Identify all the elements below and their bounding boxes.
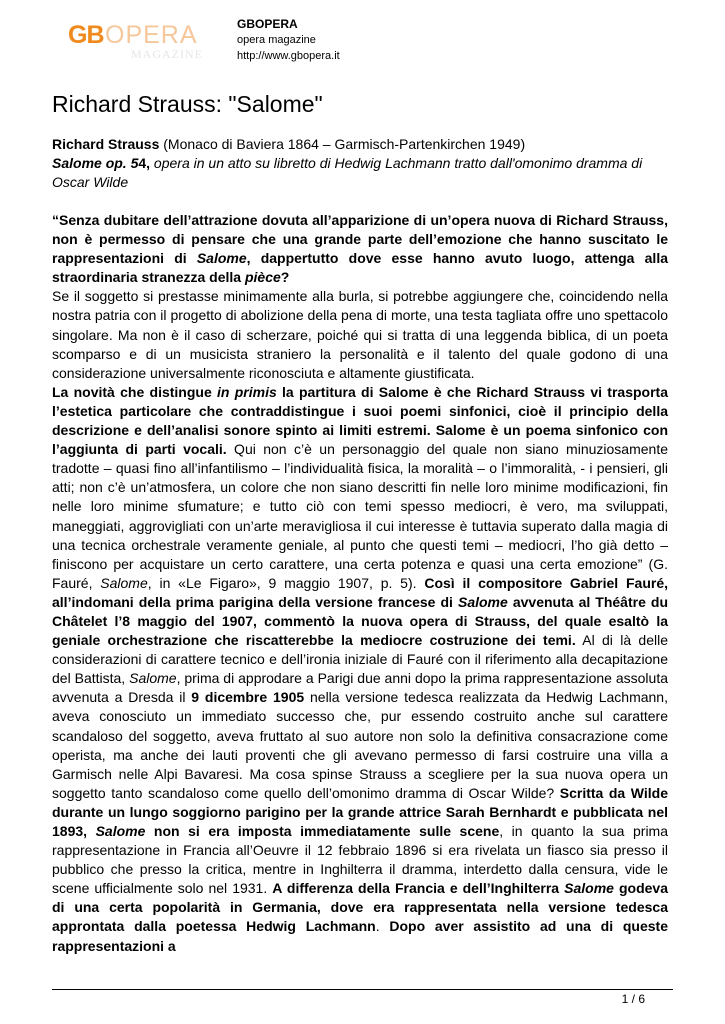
- text-run: 9 dicembre 1905: [191, 689, 305, 706]
- composer-name: Richard Strauss: [52, 136, 160, 152]
- article-body: [52, 211, 668, 956]
- text-run: nella versione tedesca realizzata da Hedwig Lachmann, aveva conosciuto un immediato successo che, pur essendo costruito anche sul carattere scandaloso del soggetto, aveva fruttato al suo autore non solo la definitiva consacrazione come operista, ma anche dei lauti proventi che gli avevano permesso di farsi costruire una villa a Garmisch nelle Alpi Bavaresi. Ma cosa spinse Strauss a scegliere per la sua nuova opera un soggetto tanto scandaloso come quello dell’omonimo dramma di Oscar Wilde?: [52, 689, 668, 801]
- logo-gb-text: GB: [68, 21, 104, 49]
- text-run: pièce: [244, 269, 281, 286]
- text-run: ?: [280, 269, 290, 286]
- work-title-suffix: 4,: [138, 155, 151, 171]
- site-url[interactable]: http://www.gbopera.it: [237, 50, 340, 62]
- text-run: , in «Le Figaro», 9 maggio 1907, p. 5).: [147, 574, 425, 591]
- site-tagline: opera magazine: [237, 34, 316, 46]
- text-run: “Senza dubitare dell’attrazione dovuta all’apparizione di un’opera nuova di Richard Strauss, non è permesso di pensare che una grande parte dell’emozione che hanno suscitato le rappresentazioni di: [52, 212, 668, 267]
- text-run: la partitura di Salome è che Richard Strauss vi trasporta l’estetica particolare che contraddistingue i suoi poemi sinfonici, cioè il principio della descrizione e dell’analisi sonore spinto ai limiti estremi. Salome è un poema sinfonico con l’aggiunta di parti vocali.: [52, 383, 668, 458]
- text-run: A differenza della Francia e dell’Inghilterra: [272, 880, 565, 897]
- text-run: Al di là delle considerazioni di carattere tecnico e dell’ironia iniziale di Fauré con il riferimento alla decapitazione del Battista,: [52, 632, 668, 687]
- text-run: non si era imposta immediatamente sulle scene: [145, 823, 500, 839]
- text-run: Salome: [100, 574, 148, 591]
- text-run: Salome: [564, 880, 614, 897]
- article-title: Richard Strauss: "Salome": [52, 91, 323, 117]
- text-run: in primis: [217, 383, 277, 400]
- gbopera-logo: [68, 22, 208, 62]
- text-run: , in quanto la sua prima rappresentazione in Francia all’Oeuvre il 12 febbraio 1896 si era rivelata un fiasco sia presso il pubblico che presso la critica, mentre in Inghilterra il dramma, interdetto dalla censura, vide le scene ufficialmente solo nel 1931.: [52, 823, 669, 897]
- site-name: GBOPERA: [237, 17, 298, 31]
- composer-line: [52, 135, 674, 154]
- page-header: [0, 0, 725, 70]
- text-run: , prima di approdare a Parigi due anni dopo la prima rappresentazione assoluta avvenuta a Dresda il: [52, 670, 668, 706]
- text-run: Se il soggetto si prestasse minimamente alla burla, si potrebbe aggiungere che, coincidendo nella nostra patria con il progetto di abolizione della pena di morte, una testa tagliata offre uno spettacolo singolare. Ma non è il caso di scherzare, poiché qui si tratta di una leggenda biblica, di un poeta scomparso e di un musicista straniero la personalità e il talento del quale godono di una considerazione universalmente riconosciuta e altamente giustificata.: [52, 288, 668, 381]
- text-run: Qui non c’è un personaggio del quale non siano minuziosamente tradotte – quasi fino all’infantilismo – l’individualità fisica, la moralità – o l’immoralità, - i pensieri, gli atti; non c’è un’atmosfera, un colore che non siano descritti fin nelle loro minime modificazioni, fin nelle loro minime sfumature; e tutto ciò con temi spesso mediocri, è vero, ma sviluppati, maneggiati, aggrovigliati con un’arte meravigliosa il cui interesse è tuttavia superato dalla magia di una tecnica orchestrale veramente geniale, al punto che questi temi – mediocri, l’ho già detto – finiscono per acquistare un certo carattere, una certa potenza e quasi una certa emozione” (G. Fauré,: [52, 441, 668, 591]
- article-paragraph: [52, 383, 668, 956]
- text-run: godeva di una certa popolarità in Germania, dove era rappresentata nella versione tedesca approntata dalla poetessa Hedwig Lachmann: [52, 880, 668, 935]
- text-run: La novità che distingue: [52, 383, 218, 400]
- work-line: [52, 154, 674, 192]
- work-title: Salome op. 5: [52, 155, 139, 171]
- text-run: Salome: [457, 593, 508, 610]
- page-number: 1 / 6: [621, 992, 645, 1006]
- work-description: opera in un atto su libretto di Hedwig Lachmann tratto dall'omonimo dramma di Oscar Wilde: [52, 155, 643, 190]
- text-run: .: [375, 918, 390, 935]
- site-info: [237, 16, 340, 64]
- text-run: Dopo aver assistito ad una di queste rappresentazioni a: [52, 918, 668, 954]
- text-run: Salome: [196, 250, 247, 267]
- text-run: Salome: [95, 823, 146, 839]
- article-paragraph: [52, 211, 668, 287]
- text-run: Salome: [129, 670, 177, 687]
- text-run: , dappertutto dove esse hanno avuto luogo, attenga alla straordinaria stranezza della: [52, 250, 668, 286]
- article-paragraph: [52, 287, 668, 382]
- text-run: Così il compositore Gabriel Fauré, all’indomani della prima parigina della versione francese di: [52, 574, 668, 610]
- text-run: Scritta da Wilde durante un lungo soggiorno parigino per la grande attrice Sarah Bernhardt e pubblicata nel 1893,: [52, 784, 668, 839]
- work-meta: [52, 135, 674, 192]
- footer-divider: [52, 989, 673, 990]
- text-run: avvenuta al Théâtre du Châtelet l’8 maggio del 1907, commentò la nuova opera di Strauss, del quale esaltò la geniale orchestrazione che riscatterebbe la mediocre costruzione dei temi.: [52, 593, 668, 649]
- logo-opera-text: OPERA: [105, 21, 198, 49]
- logo-magazine-text: MAGAZINE: [131, 47, 203, 61]
- composer-info: (Monaco di Baviera 1864 – Garmisch-Partenkirchen 1949): [159, 136, 526, 152]
